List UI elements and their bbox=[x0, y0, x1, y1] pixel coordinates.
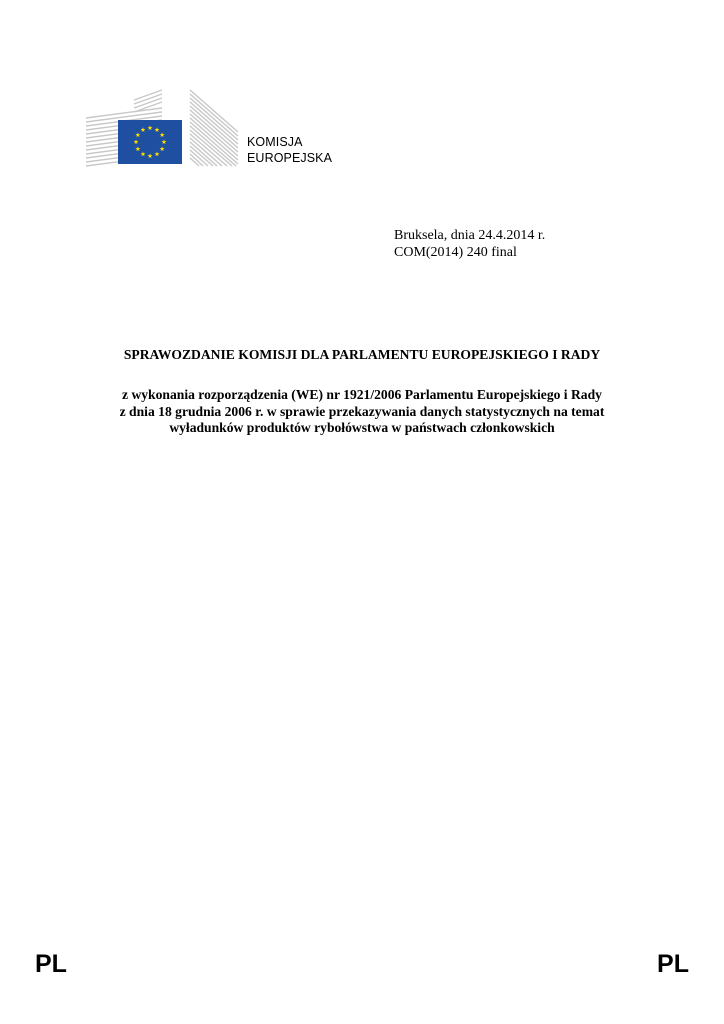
european-commission-logo bbox=[86, 88, 246, 170]
document-reference: COM(2014) 240 final bbox=[394, 244, 517, 260]
organization-name bbox=[247, 134, 332, 166]
document-subtitle-line-1: z wykonania rozporządzenia (WE) nr 1921/2006 Parlamentu Europejskiego i Rady bbox=[122, 387, 602, 402]
language-code-right: PL bbox=[657, 950, 689, 978]
organization-name-line-1: KOMISJA bbox=[247, 135, 303, 149]
document-subtitle-line-2: z dnia 18 grudnia 2006 r. w sprawie przekazywania danych statystycznych na temat bbox=[119, 403, 605, 419]
language-code-left: PL bbox=[35, 950, 67, 978]
document-title: SPRAWOZDANIE KOMISJI DLA PARLAMENTU EUROPEJSKIEGO I RADY bbox=[123, 347, 601, 362]
document-meta bbox=[394, 228, 545, 261]
organization-name-line-2: EUROPEJSKA bbox=[247, 151, 333, 165]
document-subtitle bbox=[0, 387, 724, 437]
place-and-date: Bruksela, dnia 24.4.2014 r. bbox=[394, 228, 546, 243]
document-subtitle-line-3: wyładunków produktów rybołówstwa w państwach członkowskich bbox=[169, 420, 555, 435]
